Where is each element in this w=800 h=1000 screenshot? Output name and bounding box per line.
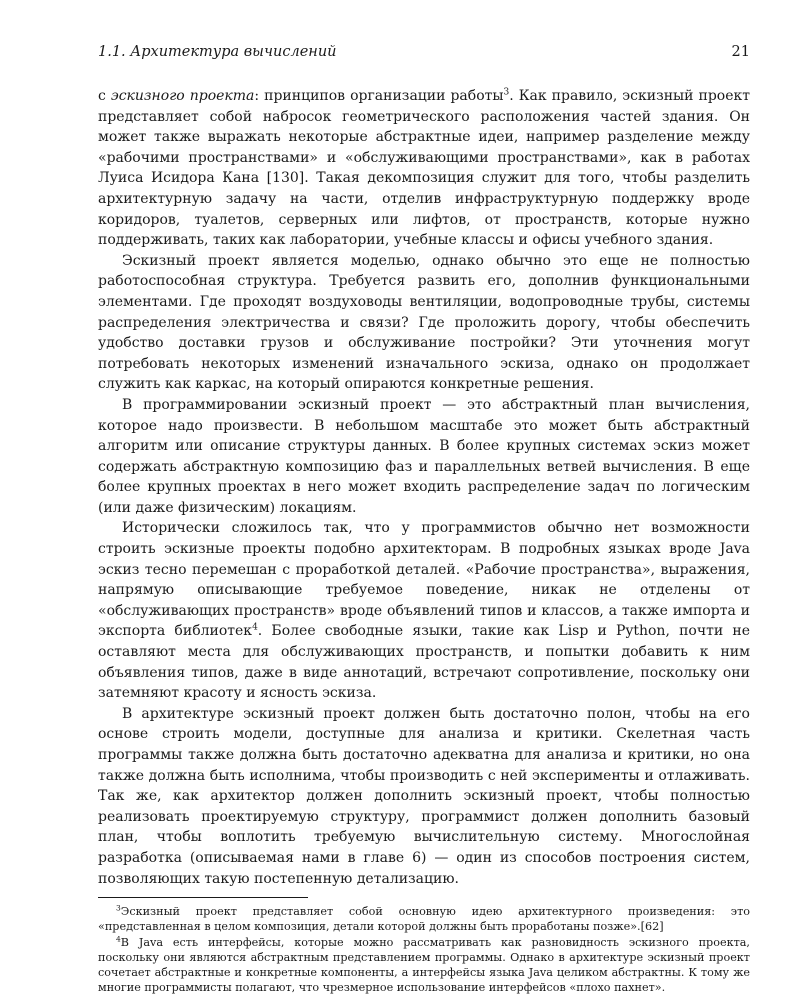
footnote-ref-4[interactable]: 4: [252, 622, 258, 633]
paragraph-4: [98, 518, 750, 703]
paragraph-1: [98, 86, 750, 251]
paragraph-3: В программировании эскизный проект — это абстрактный план вычисления, которое надо произвести. В небольшом масштабе это может быть абстрактный алгоритм или описание структуры данных. В более крупных системах эскиз может содержать абстрактную композицию фаз и параллельных ветвей вычисления. В еще более крупных проектах в него может входить распределение задач по логическим (или даже физическим) локациям.: [98, 396, 750, 516]
main-text: [98, 86, 750, 889]
sketch-project-term: эскизного проекта: [110, 88, 255, 104]
footnote-separator: [98, 897, 308, 898]
paragraph-5: В архитектуре эскизный проект должен быть достаточно полон, чтобы на его основе строить модели, доступные для анализа и критики. Скелетная часть программы также должна быть достаточно адекватна для анализа и критики, но она также должна быть исполнима, чтобы производить с ней эксперименты и отлаживать. Так же, как архитектор должен дополнить эскизный проект, чтобы полностью реализовать проектируемую структуру, программист должен дополнить базовый план, чтобы воплотить требуемую вычислительную систему. Многослойная разработка (описываемая нами в главе 6) — один из способов построения систем, позволяющих такую постепенную детализацию.: [98, 705, 750, 887]
paragraph-1-mid: : принципов организации работы: [254, 88, 504, 104]
footnote-mark-3: 3: [116, 903, 121, 913]
paragraph-2: Эскизный проект является моделью, однако обычно это еще не полностью работоспособная структура. Требуется развить его, дополнив функциональными элементами. Где проходят воздуховоды вентиляции, водопроводные трубы, системы распределения электричества и связи? Где проложить дорогу, чтобы обеспечить удобство доставки грузов и обслуживание постройки? Эти уточнения могут потребовать некоторых изменений изначального эскиза, однако он продолжает служить как каркас, на который опираются конкретные решения.: [98, 252, 750, 393]
footnote-3-text: Эскизный проект представляет собой основную идею архитектурного произведения: это «представленная в целом композиция, детали которой должны быть проработаны позже».[62]: [98, 905, 750, 934]
page-number: 21: [731, 44, 750, 60]
footnotes: [98, 904, 750, 995]
paragraph-4-start: Исторически сложилось так, что у программистов обычно нет возможности строить эскизные проекты подобно архитекторам. В подробных языках вроде Java эскиз тесно перемешан с проработкой деталей. «Рабочие пространства», выражения, напрямую описывающие требуемое поведение, никак не отделены от «обслуживающих пространств» вроде объявлений типов и классов, а также импорта и экспорта библиотек: [98, 520, 750, 640]
footnote-mark-4: 4: [116, 933, 121, 943]
paragraph-1-start: с: [98, 88, 111, 104]
paragraph-1-rest: . Как правило, эскизный проект представляет собой набросок геометрического расположения частей здания. Он может также выражать некоторые абстрактные идеи, например разделение между «рабочими пространствами» и «обслуживающими пространствами», как в работах Луиса Исидора Кана [130]. Такая декомпозиция служит для того, чтобы разделить архитектурную задачу на части, отделив инфраструктурную поддержку вроде коридоров, туалетов, серверных или лифтов, от пространств, которые нужно поддерживать, таких как лаборатории, учебные классы и офисы учебного здания.: [98, 88, 751, 249]
book-page: [98, 44, 750, 995]
footnote-3: [98, 904, 750, 934]
paragraph-4-rest: . Более свободные языки, такие как Lisp и Python, почти не оставляют места для обслуживающих пространств, и попытки добавить к ним объявления типов, даже в виде аннотаций, встречают сопротивление, поскольку они затемняют красоту и ясность эскиза.: [98, 623, 750, 702]
footnote-4-text: В Java есть интерфейсы, которые можно рассматривать как разновидность эскизного проекта, поскольку они являются абстрактным представлением программы. Однако в архитектуре эскизный проект сочетает абстрактные и конкретные компоненты, а интерфейсы языка Java целиком абстрактны. К тому же многие программисты полагают, что чрезмерное использование интерфейсов «плохо пахнет».: [98, 935, 750, 995]
running-header: [98, 44, 750, 66]
footnote-4: [98, 935, 750, 996]
section-title: 1.1. Архитектура вычислений: [98, 44, 337, 60]
footnote-ref-3[interactable]: 3: [503, 87, 510, 98]
